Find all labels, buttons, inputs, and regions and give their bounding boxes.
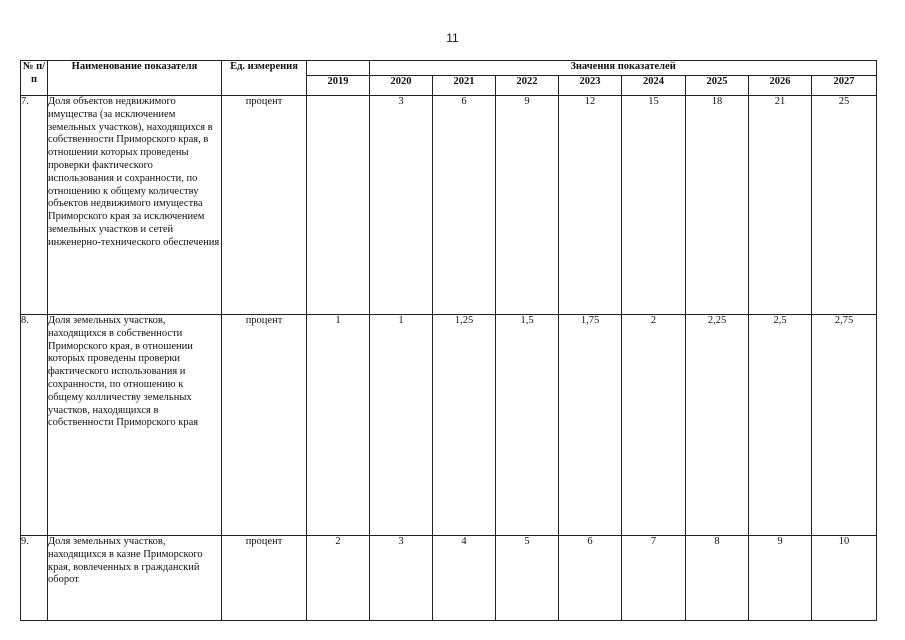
header-indicator-values: Значения показателей xyxy=(370,61,877,76)
value-cell: 7 xyxy=(622,536,686,621)
header-year: 2026 xyxy=(749,76,812,96)
indicators-table xyxy=(20,60,877,621)
value-cell: 9 xyxy=(496,96,559,315)
value-cell: 2,25 xyxy=(686,315,749,536)
header-year: 2020 xyxy=(370,76,433,96)
value-cell: 3 xyxy=(370,96,433,315)
header-unit: Ед. измерения xyxy=(222,61,307,96)
value-cell: 1,75 xyxy=(559,315,622,536)
value-cell: 2 xyxy=(307,536,370,621)
header-year: 2024 xyxy=(622,76,686,96)
header-year: 2022 xyxy=(496,76,559,96)
value-cell: 1,25 xyxy=(433,315,496,536)
table-row xyxy=(21,96,877,315)
value-cell: 15 xyxy=(622,96,686,315)
unit-cell: процент xyxy=(222,96,307,315)
header-year: 2027 xyxy=(812,76,877,96)
page-number: 11 xyxy=(446,31,459,45)
value-cell: 3 xyxy=(370,536,433,621)
value-cell: 5 xyxy=(496,536,559,621)
table-row xyxy=(21,536,877,621)
value-cell: 6 xyxy=(559,536,622,621)
value-cell: 25 xyxy=(812,96,877,315)
row-number: 7. xyxy=(21,96,48,315)
unit-cell: процент xyxy=(222,315,307,536)
header-year: 2019 xyxy=(307,76,370,96)
row-number: 8. xyxy=(21,315,48,536)
header-indicator-name: Наименование показателя xyxy=(48,61,222,96)
value-cell: 10 xyxy=(812,536,877,621)
indicator-name: Доля объектов недвижимого имущества (за исключением земельных участков), находящихся в собственности Приморского края, в отношении которых проведены проверки фактического использования и сохранности, по отношению к общему количеству объектов недвижимого имущества Приморского края за исключением земельных участков и сетей инженерно-технического обеспечения xyxy=(48,96,222,315)
value-cell: 2,5 xyxy=(749,315,812,536)
header-year: 2021 xyxy=(433,76,496,96)
table-row xyxy=(21,315,877,536)
value-cell: 2 xyxy=(622,315,686,536)
row-number: 9. xyxy=(21,536,48,621)
value-cell: 18 xyxy=(686,96,749,315)
header-number: № п/п xyxy=(21,61,48,96)
value-cell: 4 xyxy=(433,536,496,621)
value-cell: 12 xyxy=(559,96,622,315)
value-cell: 1,5 xyxy=(496,315,559,536)
value-cell: 9 xyxy=(749,536,812,621)
value-cell: 1 xyxy=(370,315,433,536)
header-year: 2023 xyxy=(559,76,622,96)
value-cell: 6 xyxy=(433,96,496,315)
value-cell: 21 xyxy=(749,96,812,315)
value-cell xyxy=(307,96,370,315)
unit-cell: процент xyxy=(222,536,307,621)
value-cell: 8 xyxy=(686,536,749,621)
header-blank-cell xyxy=(307,61,370,76)
value-cell: 1 xyxy=(307,315,370,536)
value-cell: 2,75 xyxy=(812,315,877,536)
indicator-name: Доля земельных участков, находящихся в собственности Приморского края, в отношении которых проведены проверки фактического использования и сохранности, по отношению к общему колличеству земельных участков, находящихся в собственности Приморского края xyxy=(48,315,222,536)
header-row-top xyxy=(21,61,877,76)
indicator-name: Доля земельных участков, находящихся в казне Приморского края, вовлеченных в гражданский оборот xyxy=(48,536,222,621)
header-year: 2025 xyxy=(686,76,749,96)
